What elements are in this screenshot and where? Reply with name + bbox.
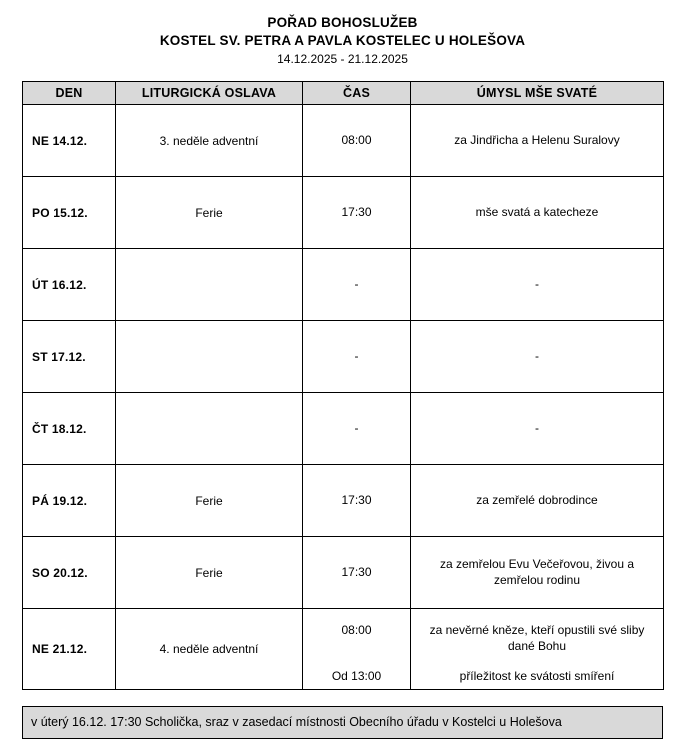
cell-day: PÁ 19.12. <box>23 465 116 537</box>
cell-liturgy <box>116 249 303 321</box>
cell-intent: mše svatá a katecheze <box>411 177 664 249</box>
table-row <box>23 105 664 177</box>
cell-intent: - <box>411 321 664 393</box>
cell-time: - <box>303 321 411 393</box>
schedule-table <box>22 81 664 690</box>
cell-intent: - <box>411 393 664 465</box>
cell-day: PO 15.12. <box>23 177 116 249</box>
cell-intent: za zemřelou Evu Večeřovou, živou a zemřelou rodinu <box>411 537 664 609</box>
date-range: 14.12.2025 - 21.12.2025 <box>277 51 408 66</box>
column-header-time: ČAS <box>303 82 411 105</box>
table-row <box>23 465 664 537</box>
document-header <box>22 14 663 67</box>
cell-day: NE 21.12. <box>23 609 116 690</box>
table-row <box>23 249 664 321</box>
table-row <box>23 321 664 393</box>
page-title: POŘAD BOHOSLUŽEB <box>267 15 418 30</box>
cell-liturgy <box>116 321 303 393</box>
column-header-day: DEN <box>23 82 116 105</box>
cell-intent-primary: za nevěrné kněze, kteří opustili své sliby dané Bohu <box>429 623 645 653</box>
cell-liturgy <box>116 393 303 465</box>
cell-liturgy: Ferie <box>116 177 303 249</box>
cell-intent: za zemřelé dobrodince <box>411 465 664 537</box>
footer-note: v úterý 16.12. 17:30 Scholička, sraz v zasedací místnosti Obecního úřadu v Kostelci u Holešova <box>22 706 663 739</box>
cell-day: ST 17.12. <box>23 321 116 393</box>
table-row <box>23 537 664 609</box>
cell-day: NE 14.12. <box>23 105 116 177</box>
cell-intent <box>411 609 664 690</box>
cell-day: ÚT 16.12. <box>23 249 116 321</box>
column-header-liturgy: LITURGICKÁ OSLAVA <box>116 82 303 105</box>
cell-liturgy: Ferie <box>116 465 303 537</box>
cell-intent: za Jindřicha a Helenu Suralovy <box>411 105 664 177</box>
cell-time: 08:00 <box>303 105 411 177</box>
column-header-intent: ÚMYSL MŠE SVATÉ <box>411 82 664 105</box>
cell-time: 17:30 <box>303 177 411 249</box>
cell-intent-secondary: příležitost ke svátosti smíření <box>459 668 615 683</box>
cell-day: SO 20.12. <box>23 537 116 609</box>
table-header-row <box>23 82 664 105</box>
cell-time <box>303 609 411 690</box>
cell-liturgy: 4. neděle adventní <box>116 609 303 690</box>
table-row <box>23 393 664 465</box>
cell-intent: - <box>411 249 664 321</box>
cell-time: - <box>303 393 411 465</box>
table-row <box>23 177 664 249</box>
page-subtitle-church: KOSTEL SV. PETRA A PAVLA KOSTELEC U HOLEŠOVA <box>159 32 526 48</box>
cell-liturgy: 3. neděle adventní <box>116 105 303 177</box>
table-row <box>23 609 664 690</box>
cell-time: 17:30 <box>303 537 411 609</box>
cell-time: - <box>303 249 411 321</box>
cell-liturgy: Ferie <box>116 537 303 609</box>
cell-time: 17:30 <box>303 465 411 537</box>
cell-time-secondary: Od 13:00 <box>331 668 382 683</box>
cell-day: ČT 18.12. <box>23 393 116 465</box>
cell-time-primary: 08:00 <box>341 623 372 638</box>
